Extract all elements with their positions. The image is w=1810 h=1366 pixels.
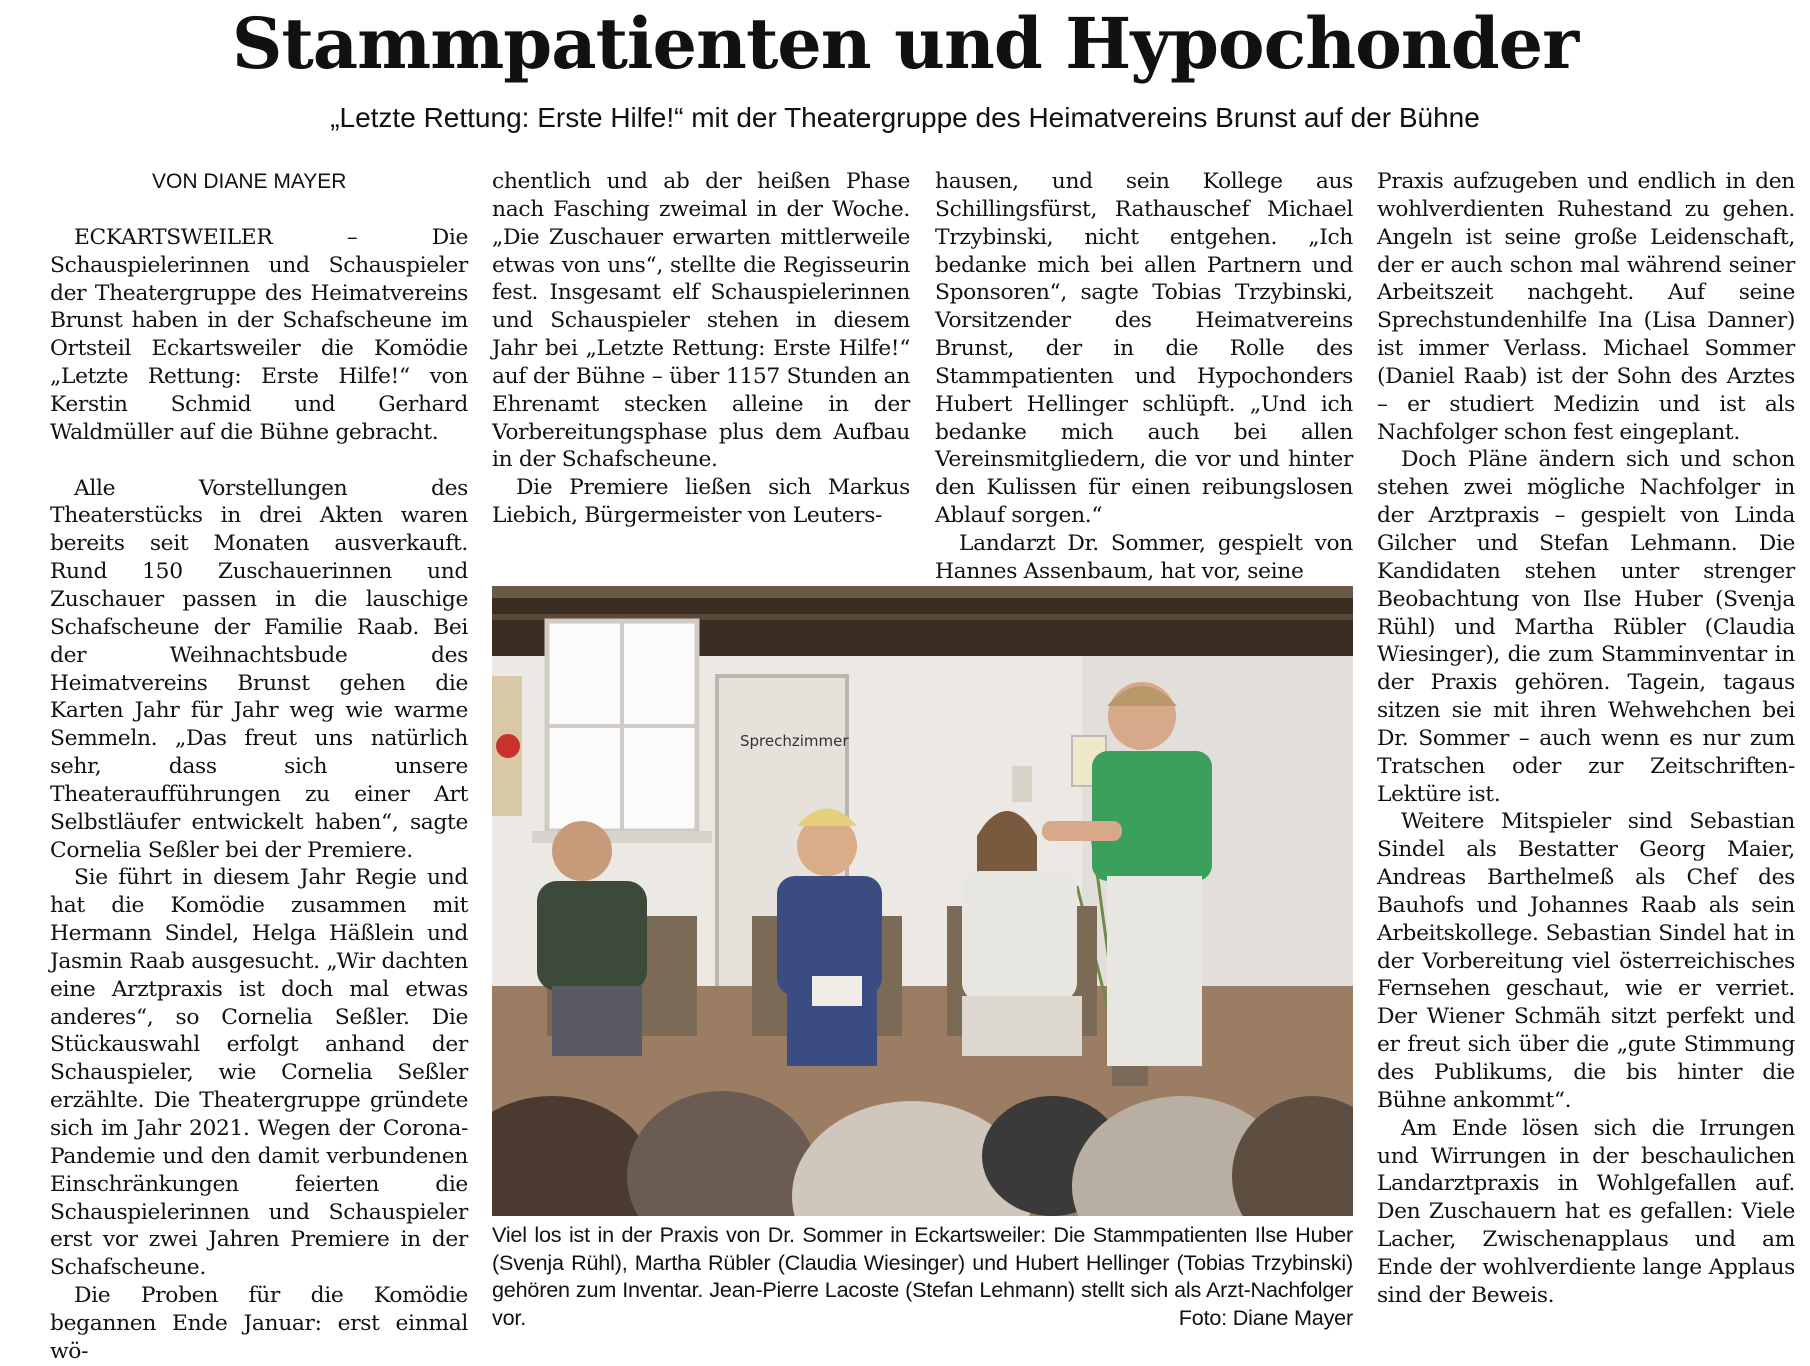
paragraph: ECKARTSWEILER – Die Schauspielerinnen und Schauspieler der Theatergruppe des Heimatvereins Brunst haben in der Schafscheune im Ortsteil Eckartsweiler die Komödie „Letzte Rettung: Erste Hilfe!“ von Kerstin Schmid und Gerhard Waldmüller auf die Bühne gebracht.	[50, 224, 468, 445]
subheadline: „Letzte Rettung: Erste Hilfe!“ mit der Theatergruppe des Heimatvereins Brunst auf der Bühne	[330, 102, 1480, 133]
column-2	[492, 168, 910, 530]
byline: VON DIANE MAYER	[152, 170, 347, 193]
paragraph: Am Ende lösen sich die Irrungen und Wirrungen in der beschaulichen Landarztpraxis in Wohlgefallen auf. Den Zuschauern hat es gefallen: Viele Lacher, Zwischenapplaus und am Ende der wohlverdiente lange Applaus sind der Beweis.	[1377, 1115, 1795, 1308]
paragraph: hausen, und sein Kollege aus Schillingsfürst, Rathauschef Michael Trzybinski, nicht entgehen. „Ich bedanke mich bei allen Partnern und Sponsoren“, sagte Tobias Trzybinski, Vorsitzender des Heimatvereins Brunst, der in die Rolle des Stammpatienten und Hypochonders Hubert Hellinger schlüpft. „Und ich bedanke mich auch bei allen Vereinsmitgliedern, die vor und hinter den Kulissen für einen reibungslosen Ablauf sorgen.“	[935, 169, 1353, 529]
column-1	[50, 168, 468, 1366]
paragraph: Praxis aufzugeben und endlich in den wohlverdienten Ruhestand zu gehen. Angeln ist seine große Leidenschaft, der er auch schon mal während seiner Arbeitszeit nachgeht. Auf seine Sprechstundenhilfe Ina (Lisa Danner) ist immer Verlass. Michael Sommer (Daniel Raab) ist der Sohn des Arztes – er studiert Medizin und ist als Nachfolger schon fest eingeplant.	[1377, 169, 1795, 445]
column-3	[935, 168, 1353, 586]
paragraph: Die Premiere ließen sich Markus Liebich, Bürgermeister von Leuters-	[492, 475, 910, 529]
paragraph: Landarzt Dr. Sommer, gespielt von Hannes Assenbaum, hat vor, seine	[935, 530, 1353, 584]
door-sign: Sprechzimmer	[740, 732, 849, 750]
paragraph: chentlich und ab der heißen Phase nach Fasching zweimal in der Woche. „Die Zuschauer erwarten mittlerweile etwas von uns“, stellte die Regisseurin fest. Insgesamt elf Schauspielerinnen und Schauspieler stehen in diesem Jahr bei „Letzte Rettung: Erste Hilfe!“ auf der Bühne – über 1157 Stunden an Ehrenamt stecken alleine in der Vorbereitungsphase plus dem Aufbau in der Schafscheune.	[492, 169, 910, 473]
paragraph: Doch Pläne ändern sich und schon stehen zwei mögliche Nachfolger in der Arztpraxis – gespielt von Linda Gilcher und Stefan Lehmann. Die Kandidaten stehen unter strenger Beobachtung von Ilse Huber (Svenja Rühl) und Martha Rübler (Claudia Wiesinger), die zum Stamminventar in der Praxis gehören. Tagein, tagaus sitzen sie mit ihren Wehwehchen bei Dr. Sommer – auch wenn es nur zum Tratschen oder zur Zeitschriften-Lektüre ist.	[1377, 447, 1795, 807]
paragraph: Alle Vorstellungen des Theaterstücks in drei Akten waren bereits seit Monaten ausverkauft. Rund 150 Zuschauerinnen und Zuschauer passen in die lauschige Schafscheune der Familie Raab. Bei der Weihnachtsbude des Heimatvereins Brunst gehen die Karten Jahr für Jahr weg wie warme Semmeln. „Das freut uns natürlich sehr, dass sich unsere Theateraufführungen zu einer Art Selbstläufer entwickelt haben“, sagte Cornelia Seßler bei der Premiere.	[50, 475, 468, 863]
photo-caption	[492, 1221, 1353, 1331]
paragraph: Weitere Mitspieler sind Sebastian Sindel als Bestatter Georg Maier, Andreas Barthelmeß als Chef des Bauhofs und Johannes Raab als sein Arbeitskollege. Sebastian Sindel hat in der Vorbereitung viel österreichisches Fernsehen geschaut, wie er verriet. Der Wiener Schmäh sitzt perfekt und er freut sich über die „gute Stimmung des Publikums, die bis hinter die Bühne ankommt“.	[1377, 809, 1795, 1113]
paragraph: Sie führt in diesem Jahr Regie und hat die Komödie zusammen mit Hermann Sindel, Helga Häßlein und Jasmin Raab ausgesucht. „Wir dachten eine Arztpraxis ist doch mal etwas anderes“, so Cornelia Seßler. Die Stückauswahl erfolgt anhand der Schauspieler, wie Cornelia Seßler erzählte. Die Theatergruppe gründete sich im Jahr 2021. Wegen der Corona-Pandemie und den damit verbundenen Einschränkungen feierten die Schauspielerinnen und Schauspieler erst vor zwei Jahren Premiere in der Schafscheune.	[50, 865, 468, 1281]
stage-photo-illustration	[492, 586, 1353, 1216]
caption-text: Viel los ist in der Praxis von Dr. Sommer in Eckartsweiler: Die Stammpatienten Ilse Huber (Svenja Rühl), Martha Rübler (Claudia Wiesinger) und Hubert Hellinger (Tobias Trzybinski) gehören zum Inventar. Jean-Pierre Lacoste (Stefan Lehmann) stellt sich als Arzt-Nachfolger vor.	[492, 1222, 1353, 1330]
column-4	[1377, 168, 1795, 1310]
headline: Stammpatienten und Hypochonder	[231, 2, 1579, 85]
photo-credit: Foto: Diane Mayer	[1178, 1304, 1353, 1330]
paragraph: Die Proben für die Komödie begannen Ende Januar: erst einmal wö-	[50, 1283, 468, 1364]
stage-photo	[492, 586, 1353, 1216]
